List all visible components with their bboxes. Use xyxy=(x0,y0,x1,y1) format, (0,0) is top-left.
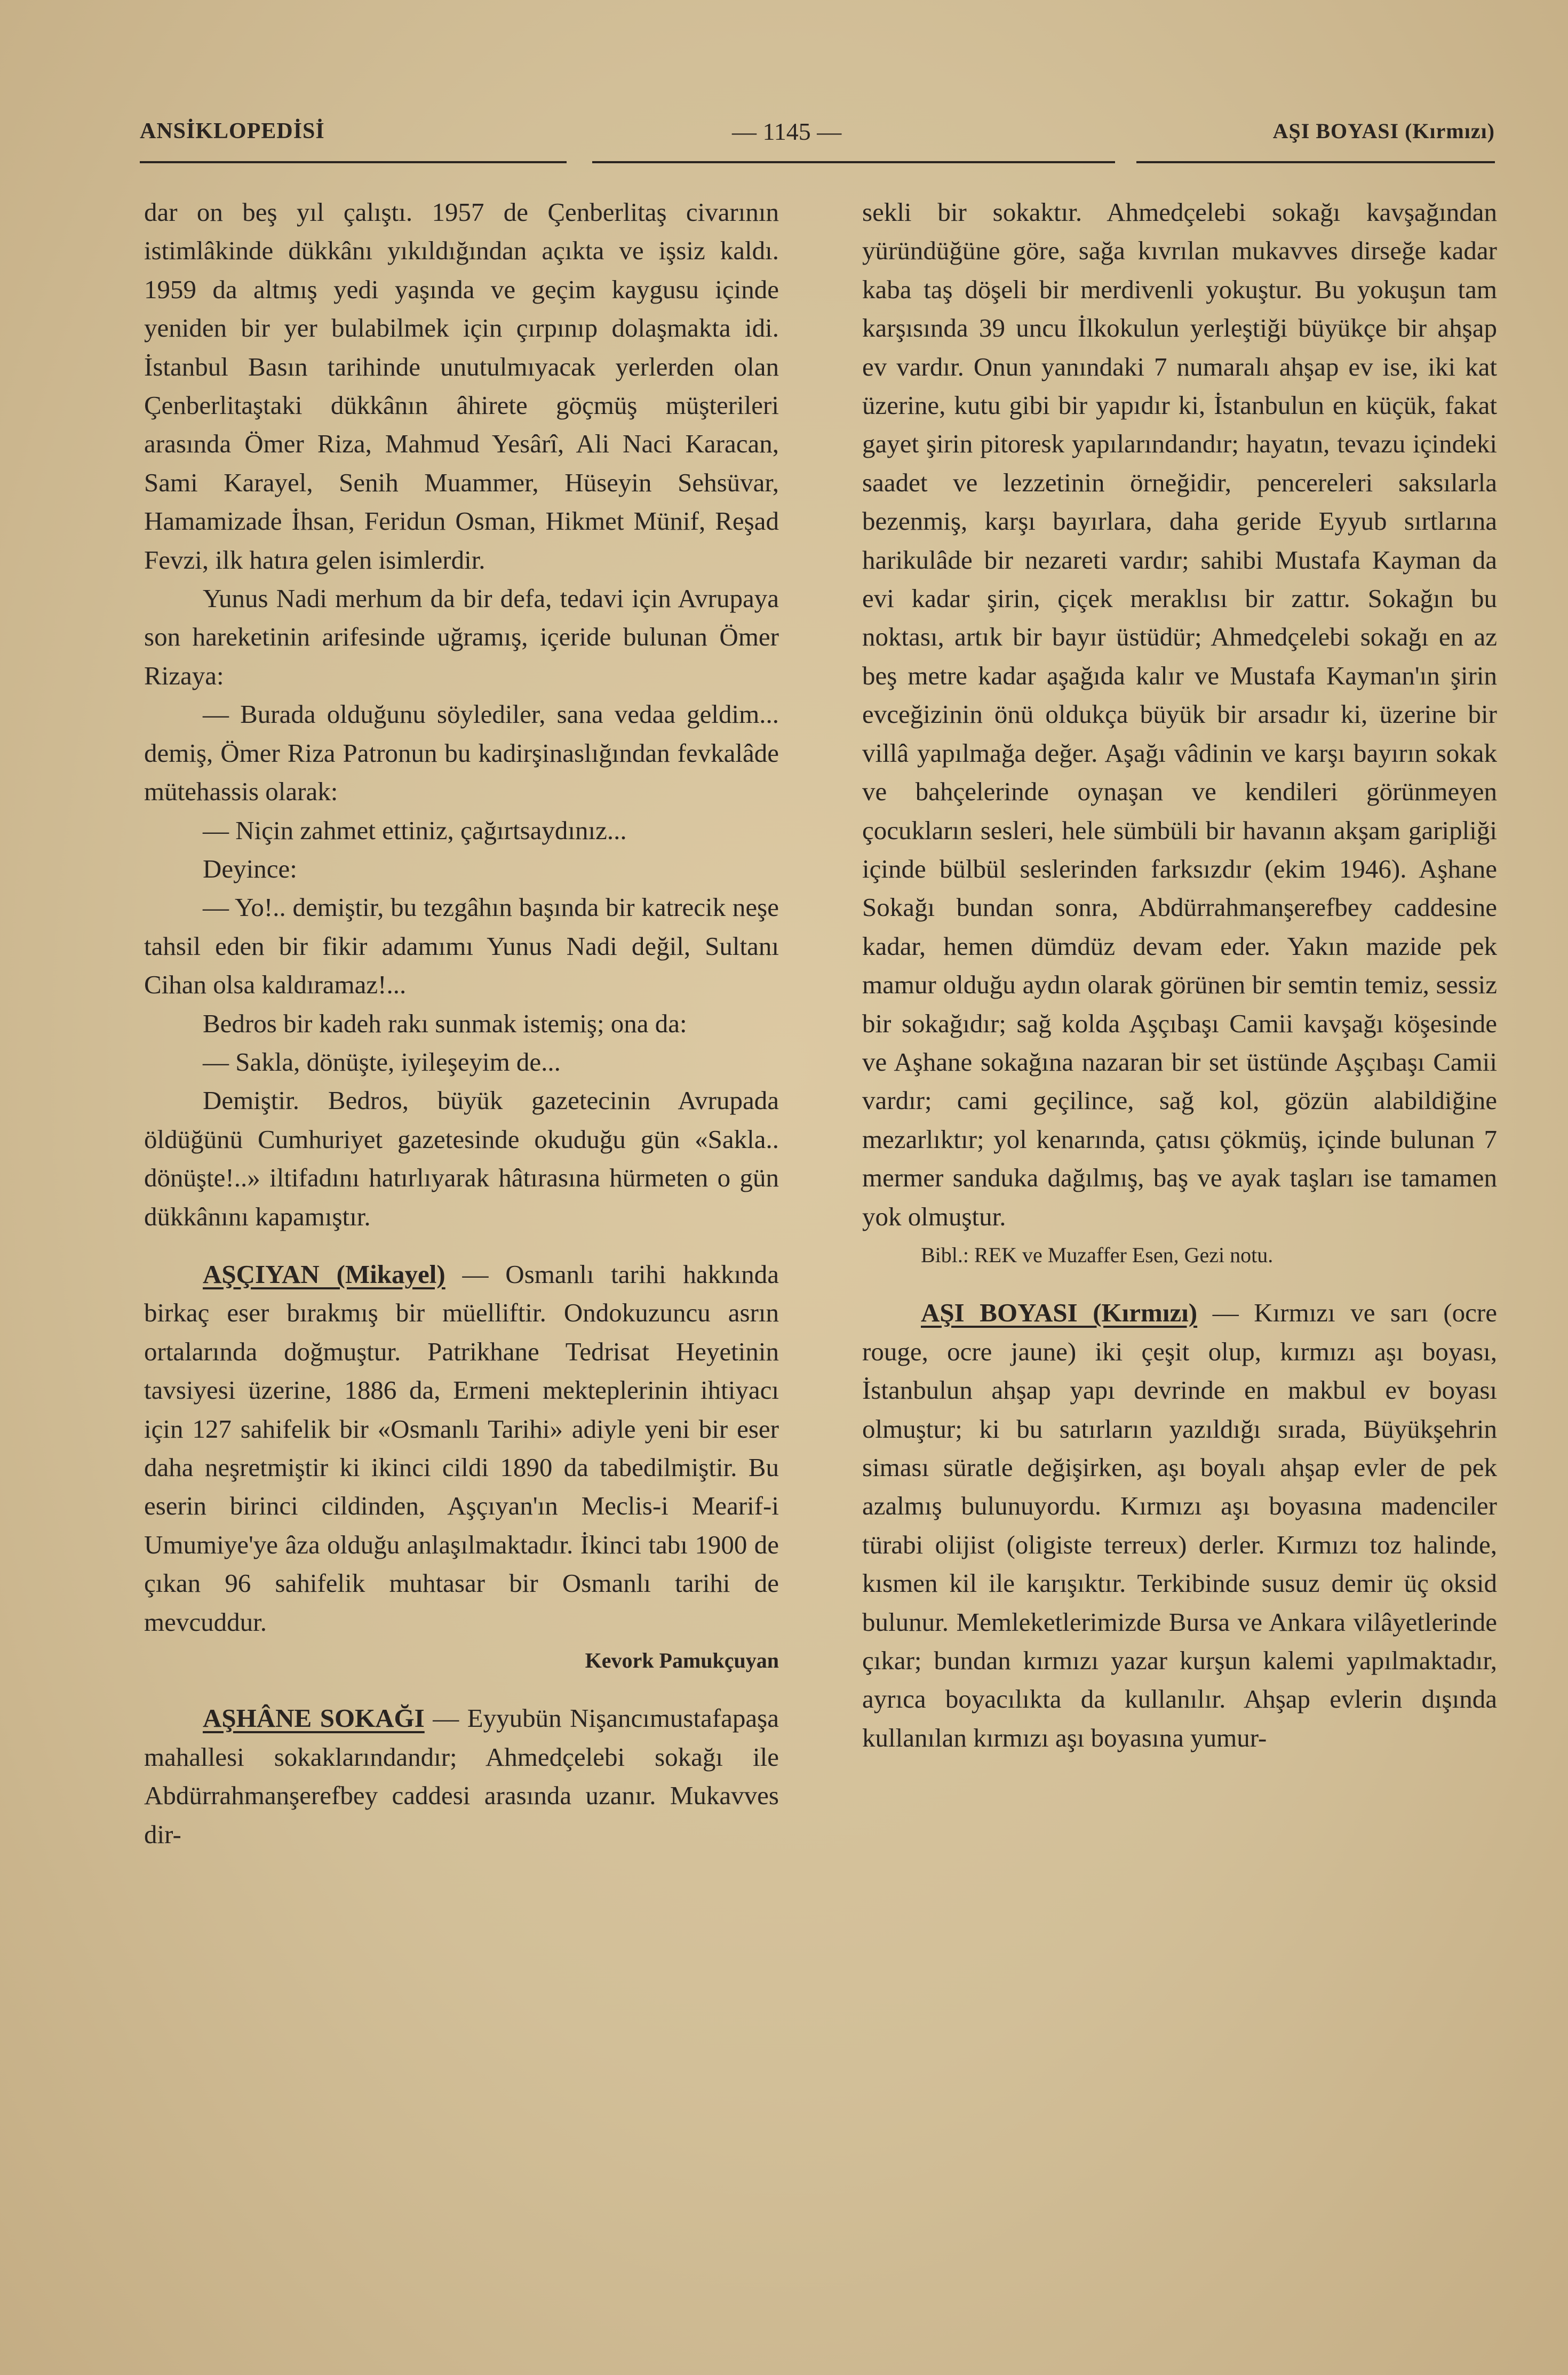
header-rule-center xyxy=(592,161,1115,163)
header-rule-left xyxy=(140,161,567,163)
paragraph: — Yo!.. demiştir, bu tezgâhın başında bir katrecik neşe tahsil eden bir fikir adamımı Yunus Nadi değil, Sultanı Cihan olsa kaldıramaz!... xyxy=(144,892,779,1000)
page-number: — 1145 — xyxy=(732,118,842,145)
running-head-right: AŞI BOYASI (Kırmızı) xyxy=(1272,119,1495,143)
entry-title: AŞI BOYASI (Kırmızı) xyxy=(921,1298,1198,1328)
author-signature: Kevork Pamukçuyan xyxy=(585,1648,779,1673)
paragraph: Yunus Nadi merhum da bir defa, tedavi için Avrupaya son hareketinin arifesinde uğramış, içeride bulunan Ömer Rizaya: xyxy=(144,584,779,690)
paragraph: — Burada olduğunu söylediler, sana vedaa geldim... demiş, Ömer Riza Patronun bu kadirşinaslığından fevkalâde mütehassis olarak: xyxy=(144,699,779,807)
entry-title: AŞÇIYAN (Mikayel) xyxy=(203,1259,445,1289)
entry-text: — Kırmızı ve sarı (ocre rouge, ocre jaune) iki çeşit olup, kırmızı aşı boyası, İstanbulun ahşap yapı devrinde en makbul ev boyası olmuştur; ki bu satırların yazıldığı sırada, Büyükşehrin siması süratle değişirken, aşı boyalı ahşap evler de pek azalmış bulunuyordu. Kırmızı aşı boyasına madenciler türabi olijist (oligiste terreux) derler. Kırmızı toz halinde, kısmen kil ile karışıktır. Terkibinde susuz demir üç oksid bulunur. Memleketlerimizde Bursa ve Ankara vilâyetlerinde çıkar; bundan kırmızı yazar kurşun kalemi yapılmaktadır, ayrıca boyacılıkta da kullanılır. Ahşap evlerin dışında kullanılan kırmızı aşı boyasına yumur- xyxy=(862,1298,1497,1752)
entry-text: — Eyyubün Nişancımustafapaşa mahallesi sokaklarındandır; Ahmedçelebi sokağı ile Abdürrahmanşerefbey caddesi arasında uzanır. Mukavves dir- xyxy=(144,1703,779,1849)
right-column xyxy=(862,193,1497,1757)
paragraph: — Sakla, dönüşte, iyileşeyim de... xyxy=(203,1047,561,1077)
header-rule-right xyxy=(1136,161,1495,163)
running-head-left: ANSİKLOPEDİSİ xyxy=(140,119,325,144)
paragraph: Deyince: xyxy=(203,854,297,883)
entry-asi-boyasi xyxy=(862,1294,1497,1757)
paragraph: dar on beş yıl çalıştı. 1957 de Çenberlitaş civarının istimlâkinde dükkânı yıkıldığından açıkta ve işsiz kaldı. 1959 da altmış yedi yaşında ve geçim kaygusu içinde yeniden bir yer bulabilmek için çırpınıp dolaşmakta idi. İstanbul Basın tarihinde unutulmıyacak yerlerden olan Çenberlitaştaki dükkânın âhirete göçmüş müşterileri arasında Ömer Riza, Mahmud Yesârî, Ali Naci Karacan, Sami Karayel, Senih Muammer, Hüseyin Sehsüvar, Hamamizade İhsan, Feridun Osman, Hikmet Münif, Reşad Fevzi, ilk hatıra gelen isimlerdir. xyxy=(144,197,779,575)
entry-ashane-sokagi xyxy=(144,1699,779,1854)
left-column xyxy=(144,193,779,1854)
paragraph: Demiştir. Bedros, büyük gazetecinin Avrupada öldüğünü Cumhuriyet gazetesinde okuduğu gün «Sakla.. dönüşte!..» iltifadını hatırlıyarak hâtırasına hürmeten o gün dükkânını kapamıştır. xyxy=(144,1086,779,1231)
entry-asciyan xyxy=(144,1255,779,1641)
entry-title: AŞHÂNE SOKAĞI xyxy=(203,1703,425,1733)
paragraph: sekli bir sokaktır. Ahmedçelebi sokağı kavşağından yüründüğüne göre, sağa kıvrılan mukavves dirseğe kadar kaba taş döşeli bir merdivenli yokuştur. Bu yokuşun tam karşısında 39 uncu İlkokulun yerleştiği büyükçe bir ahşap ev vardır. Onun yanındaki 7 numaralı ahşap ev ise, iki kat üzerine, kutu gibi bir yapıdır ki, İstanbulun en küçük, fakat gayet şirin pitoresk yapılarındandır; hayatın, tevazu içindeki saadet ve lezzetinin örneğidir, pencereleri saksılarla bezenmiş, karşı bayırlara, daha geride Eyyub sırtlarına harikulâde bir nezareti vardır; sahibi Mustafa Kayman da evi kadar şirin, çiçek meraklısı bir zattır. Sokağın bu noktası, artık bir bayır üstüdür; Ahmedçelebi sokağı en az beş metre kadar aşağıda kalır ve Mustafa Kayman'ın şirin evceğizinin önü oldukça büyük bir arsadır ki, üzerine bir villâ yapılmağa değer. Aşağı vâdinin ve karşı bayırın sokak ve bahçelerinde oynaşan ve kendileri görünmeyen çocukların sesleri, hele sümbüli bir havanın akşam garipliği içinde bülbül seslerinden farksızdır (ekim 1946). Aşhane Sokağı bundan sonra, Abdürrahmanşerefbey caddesine kadar, hemen dümdüz devam eder. Yakın mazide pek mamur olduğu aydın olarak görünen bir semtin temiz, sessiz bir sokağıdır; sağ kolda Aşçıbaşı Camii kavşağı köşesinde ve Aşhane sokağına nazaran bir set üstünde Aşçıbaşı Camii vardır; cami geçilince, sağ kol, gözün alabildiğine mezarlıktır; yol kenarında, çatısı çökmüş, içinde bulunan 7 mermer sanduka dağılmış, baş ve ayak taşları ise tamamen yok olmuştur. xyxy=(862,197,1497,1231)
page-header xyxy=(140,118,1495,161)
entry-text: — Osmanlı tarihi hakkında birkaç eser bırakmış bir müelliftir. Ondokuzuncu asrın ortalarında doğmuştur. Patrikhane Tedrisat Heyetinin tavsiyesi üzerine, 1886 da, Ermeni mekteplerinin ihtiyacı için 127 sahifelik bir «Osmanlı Tarihi» adiyle yeni bir eser daha neşretmiştir ki ikinci cildi 1890 da tabedilmiştir. Bu eserin birinci cildinden, Aşçıyan'ın Meclis-i Mearif-i Umumiye'ye âza olduğu anlaşılmaktadır. İkinci tabı 1900 de çıkan 96 sahifelik muhtasar bir Osmanlı tarihi de mevcuddur. xyxy=(144,1259,779,1637)
paragraph: Bedros bir kadeh rakı sunmak istemiş; ona da: xyxy=(203,1008,687,1038)
bibliography: Bibl.: REK ve Muzaffer Esen, Gezi notu. xyxy=(921,1242,1273,1267)
paragraph: — Niçin zahmet ettiniz, çağırtsaydınız... xyxy=(203,815,627,845)
